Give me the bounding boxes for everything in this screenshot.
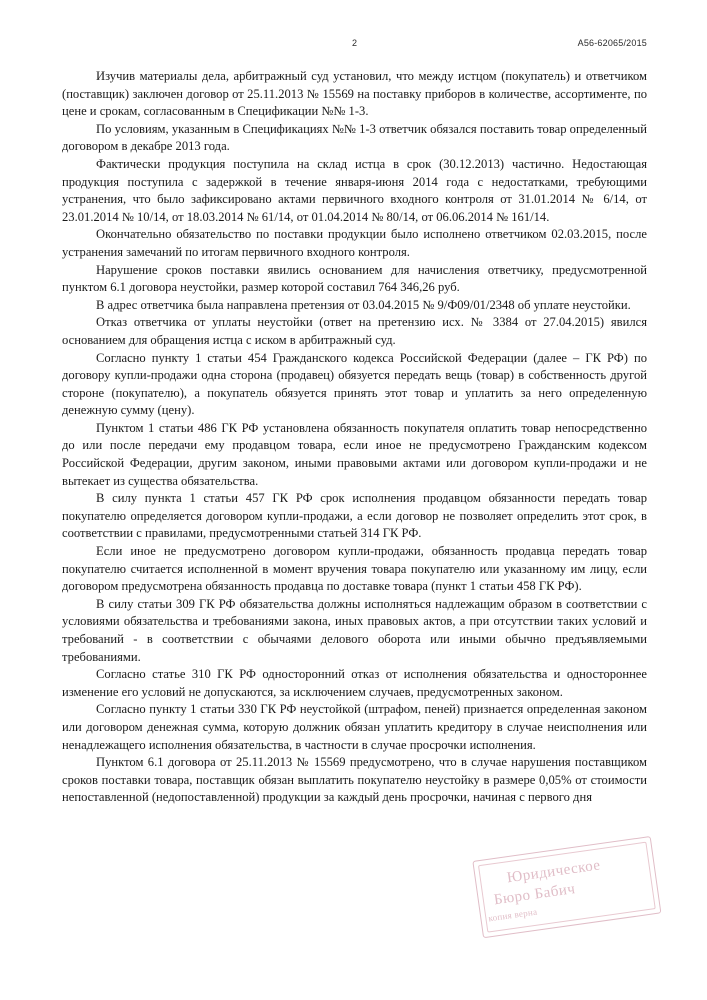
paragraph: Пунктом 1 статьи 486 ГК РФ установлена обязанность покупателя оплатить товар непосредственно до или после передачи ему продавцом товара, если иное не предусмотрено Гражданским кодексом Российской Федерации, другим законом, иными правовыми актами или договором купли-продажи и не вытекает из существа обязательства. <box>62 420 647 488</box>
paragraph: Нарушение сроков поставки явились основанием для начисления ответчику, предусмотренной пунктом 6.1 договора неустойки, размер которой составил 764 346,26 руб. <box>62 262 647 295</box>
stamp-line-1: Юридическое <box>505 857 602 887</box>
document-body <box>62 68 647 807</box>
stamp-frame <box>472 836 661 938</box>
paragraph: В силу статьи 309 ГК РФ обязательства должны исполняться надлежащим образом в соответствии с условиями обязательства и требованиями закона, иных правовых актов, а при отсутствии таких условий и требований - в соответствии с обычаями делового оборота или иными обычно предъявляемыми требованиями. <box>62 596 647 664</box>
paragraph: Согласно пункту 1 статьи 330 ГК РФ неустойкой (штрафом, пеней) признается определенная законом или договором денежная сумма, которую должник обязан уплатить кредитору в случае неисполнения или ненадлежащего исполнения обязательства, в частности в случае просрочки исполнения. <box>62 702 647 752</box>
case-number: А56-62065/2015 <box>577 38 647 48</box>
paragraph: Согласно статье 310 ГК РФ односторонний отказ от исполнения обязательства и одностороннее изменение его условий не допускаются, за исключением случаев, предусмотренных законом. <box>62 667 647 699</box>
stamp-line-3: копия верна <box>487 906 538 924</box>
page-number: 2 <box>351 38 358 48</box>
paragraph: Отказ ответчика от уплаты неустойки (ответ на претензию исх. № 3384 от 27.04.2015) явился основанием для обращения истца с иском в арбитражный суд. <box>62 315 647 347</box>
paragraph: В адрес ответчика была направлена претензия от 03.04.2015 № 9/Ф09/01/2348 об уплате неустойки. <box>96 297 631 312</box>
paragraph: Фактически продукция поступила на склад истца в срок (30.12.2013) частично. Недостающая продукция поступила с задержкой в течение января-июня 2014 года с недостатками, требующими устранения, что было зафиксировано актами первичного входного контроля от 31.01.2014 № 6/14, от 23.01.2014 № 10/14, от 18.03.2014 № 61/14, от 01.04.2014 № 80/14, от 06.06.2014 № 161/14. <box>62 156 647 224</box>
paragraph: Окончательно обязательство по поставки продукции было исполнено ответчиком 02.03.2015, после устранения замечаний по итогам первичного входного контроля. <box>62 227 647 259</box>
paragraph: Если иное не предусмотрено договором купли-продажи, обязанность продавца передать товар покупателю считается исполненной в момент вручения товара покупателю или указанному им лицу, если договором предусмотрена обязанность продавца по доставке товара (пункт 1 статьи 458 ГК РФ). <box>62 544 647 594</box>
stamp-inner-frame <box>478 842 656 933</box>
paragraph: По условиям, указанным в Спецификациях №№ 1-3 ответчик обязался поставить товар определенный договором в декабре 2013 года. <box>62 121 647 154</box>
paragraph: Согласно пункту 1 статьи 454 Гражданского кодекса Российской Федерации (далее – ГК РФ) по договору купли-продажи одна сторона (продавец) обязуется передать вещь (товар) в собственность другой стороне (покупателю), а покупатель обязуется принять этот товар и уплатить за него определенную денежную сумму (цену). <box>62 350 647 418</box>
paragraph: Изучив материалы дела, арбитражный суд установил, что между истцом (покупатель) и ответчиком (поставщик) заключен договор от 25.11.2013 № 15569 на поставку приборов в количестве, ассортименте, по цене и срокам, согласованным в Спецификации №№ 1-3. <box>62 69 647 119</box>
paragraph: Пунктом 6.1 договора от 25.11.2013 № 15569 предусмотрено, что в случае нарушения поставщиком сроков поставки товара, поставщик обязан выплатить покупателю неустойку в размере 0,05% от стоимости непоставленной (недопоставленной) продукции за каждый день просрочки, начиная с первого дня <box>62 755 647 805</box>
watermark-stamp <box>473 828 663 948</box>
stamp-line-2: Бюро Бабич <box>492 881 577 909</box>
page-header <box>62 38 647 60</box>
paragraph: В силу пункта 1 статьи 457 ГК РФ срок исполнения продавцом обязанности передать товар покупателю определяется договором купли-продажи, а если договор не позволяет определить этот срок, в соответствии с правилами, предусмотренными статьей 314 ГК РФ. <box>62 491 647 541</box>
